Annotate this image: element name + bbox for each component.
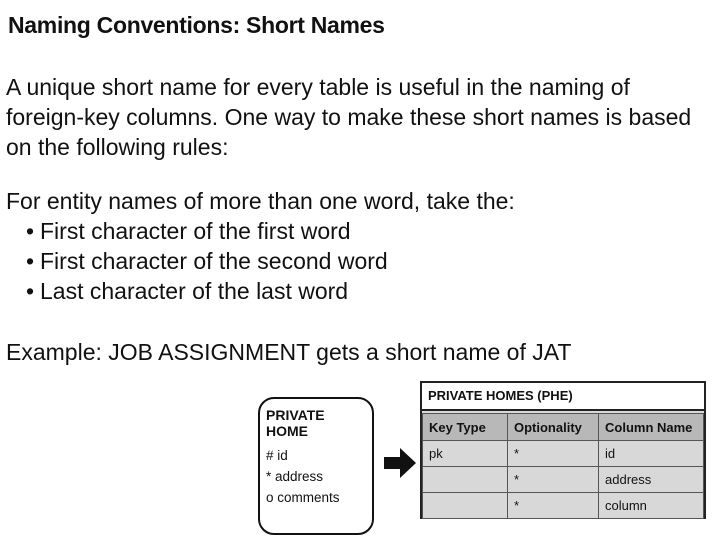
column-header: Key Type bbox=[423, 414, 508, 441]
table-header-row bbox=[423, 414, 704, 441]
table-cell: column bbox=[599, 493, 704, 519]
table-row bbox=[423, 467, 704, 493]
table-name: PRIVATE HOMES (PHE) bbox=[422, 383, 704, 411]
rules-section bbox=[6, 186, 706, 306]
bullet-icon: • bbox=[26, 278, 35, 304]
table-row bbox=[423, 493, 704, 519]
bullet-icon: • bbox=[26, 218, 35, 244]
table-cell: * bbox=[508, 441, 599, 467]
columns-table bbox=[422, 413, 704, 519]
bullet-text: First character of the second word bbox=[40, 248, 388, 274]
intro-paragraph: A unique short name for every table is useful in the naming of foreign-key columns. One way to make these short names is based on the following rules: bbox=[6, 74, 692, 160]
table-cell bbox=[423, 467, 508, 493]
list-item bbox=[6, 246, 706, 276]
entity-attribute: # id bbox=[266, 448, 288, 463]
list-item bbox=[6, 216, 706, 246]
bullet-text: First character of the first word bbox=[40, 218, 351, 244]
table-cell: id bbox=[599, 441, 704, 467]
entity-attribute: * address bbox=[266, 469, 324, 484]
entity-name: PRIVATE HOME bbox=[266, 407, 325, 439]
entity-attribute: o comments bbox=[266, 490, 340, 505]
bullet-text: Last character of the last word bbox=[40, 278, 349, 304]
table-cell: * bbox=[508, 493, 599, 519]
entity-box bbox=[258, 397, 374, 535]
rules-list bbox=[6, 216, 706, 306]
rule-intro: For entity names of more than one word, take the: bbox=[6, 188, 515, 214]
table-cell: address bbox=[599, 467, 704, 493]
bullet-icon: • bbox=[26, 248, 35, 274]
table-row bbox=[423, 441, 704, 467]
right-arrow-icon bbox=[384, 448, 416, 478]
table-cell: * bbox=[508, 467, 599, 493]
column-header: Column Name bbox=[599, 414, 704, 441]
list-item bbox=[6, 276, 706, 306]
column-header: Optionality bbox=[508, 414, 599, 441]
table-cell bbox=[423, 493, 508, 519]
example-text: Example: JOB ASSIGNMENT gets a short name of JAT bbox=[6, 339, 572, 365]
slide-title: Naming Conventions: Short Names bbox=[8, 12, 385, 38]
table-diagram bbox=[420, 381, 706, 519]
table-cell: pk bbox=[423, 441, 508, 467]
